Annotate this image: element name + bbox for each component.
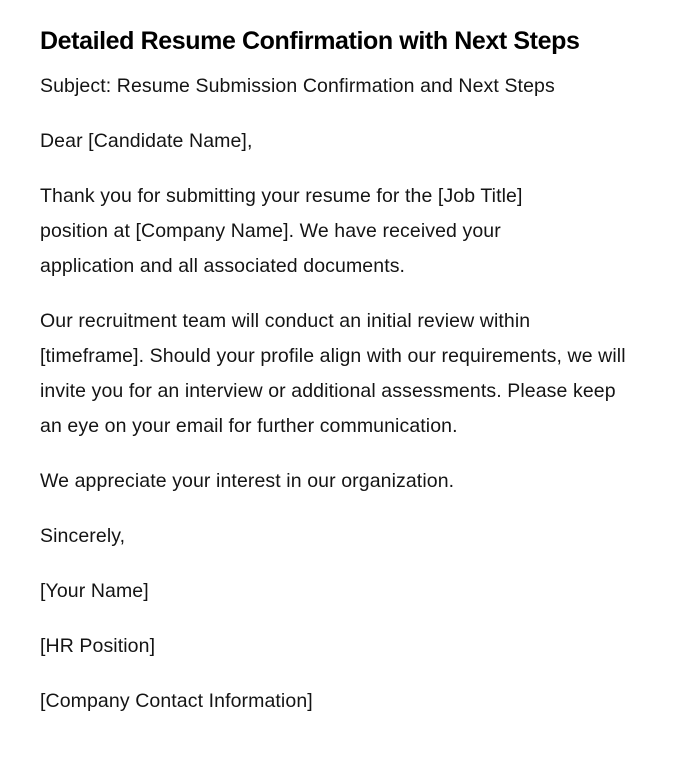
signature-name: [Your Name] <box>40 580 149 602</box>
salutation: Dear [Candidate Name], <box>40 130 253 152</box>
subject-line: Subject: Resume Submission Confirmation and Next Steps <box>40 75 555 97</box>
signature-position: [HR Position] <box>40 635 156 657</box>
body-paragraph-appreciation: We appreciate your interest in our organization. <box>40 470 455 492</box>
closing: Sincerely, <box>40 525 126 547</box>
document-title: Detailed Resume Confirmation with Next Steps <box>40 27 580 55</box>
body-paragraph-confirmation: Thank you for submitting your resume for the [Job Title] position at [Company Name]. We have received your application and all associated documents. <box>40 185 523 277</box>
signature-contact: [Company Contact Information] <box>40 690 313 712</box>
body-paragraph-next-steps: Our recruitment team will conduct an initial review within [timeframe]. Should your profile align with our requirements, we will invite you for an interview or additional assessments. Please keep an eye on your email for further communication. <box>40 310 626 437</box>
